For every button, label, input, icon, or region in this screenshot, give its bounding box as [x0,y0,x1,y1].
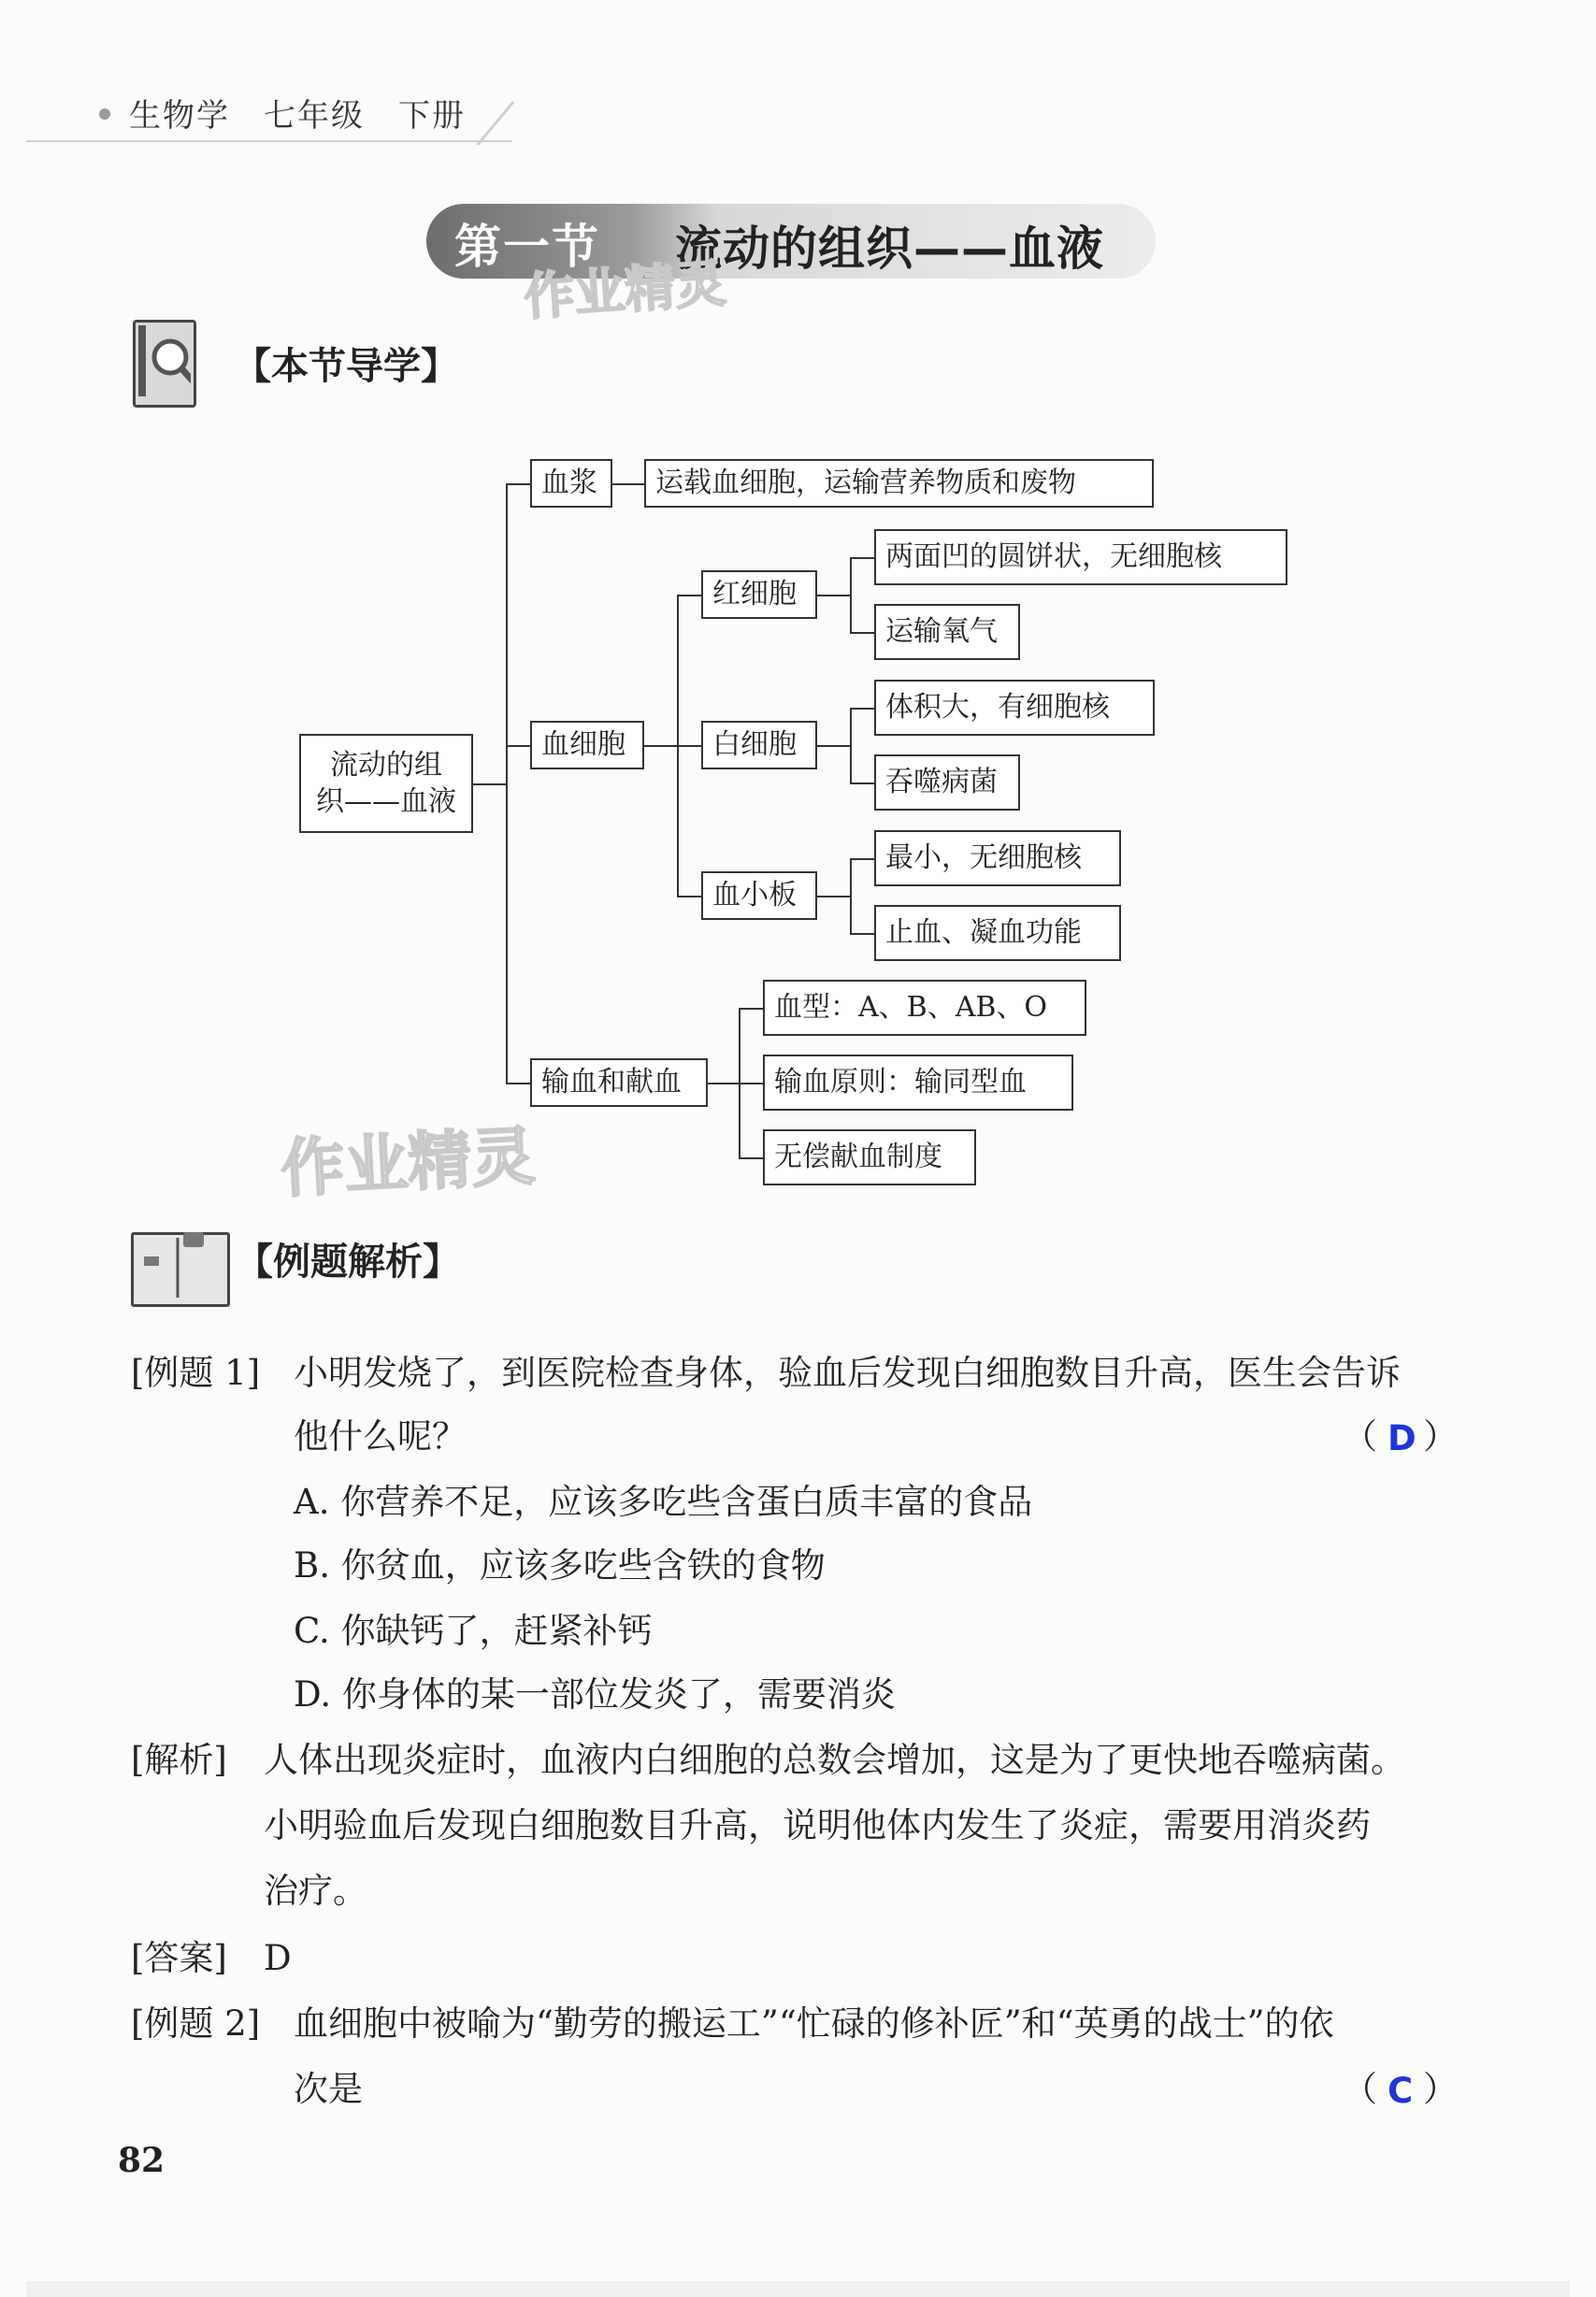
connector [739,1008,763,1010]
plasma-desc: 运载血细胞，运输营养物质和废物 [644,459,1154,508]
connector [850,933,874,935]
platelet-shape: 最小，无细胞核 [874,830,1121,886]
example-1-question-cont: 他什么呢？ [294,1416,467,1457]
connector [850,557,874,559]
connector [850,782,874,784]
header-rule [26,140,512,142]
example-1-answer: D [1388,1418,1416,1458]
guide-heading: 【本节导学】 [234,345,458,388]
connector [739,1157,763,1159]
example-1-question: 小明发烧了，到医院检查身体，验血后发现白细胞数目升高，医生会告诉 [294,1353,1401,1393]
connector [506,1083,530,1084]
answer-tag: [答案] [131,1938,227,1978]
connector [817,896,851,897]
transfusion-node: 输血和献血 [530,1058,708,1107]
blood-types: 血型：A、B、AB、O [763,980,1086,1036]
connector [677,896,701,897]
example-2-question-cont: 次是 [294,2069,363,2109]
connector [850,708,852,783]
watermark: 作业精灵 [522,253,728,327]
option-b: B. 你贫血，应该多吃些含铁的食物 [294,1545,826,1586]
page-number: 82 [118,2141,165,2180]
platelet-node: 血小板 [701,871,817,920]
connector [708,1083,740,1084]
connector [817,595,851,596]
donation-system: 无偿献血制度 [763,1129,976,1185]
connector [506,483,508,1084]
watermark: 作业精灵 [279,1119,538,1208]
example-2-tag: [例题 2] [131,2003,261,2044]
connector [850,858,852,934]
connector [817,745,851,747]
answer-paren-open: （ [1343,1416,1377,1457]
examples-heading: 【例题解析】 [236,1241,460,1284]
example-1-tag: [例题 1] [131,1353,261,1393]
open-book-icon [131,1232,230,1307]
running-header: 生物学 七年级 下册 [129,97,466,135]
white-cell-node: 白细胞 [701,721,817,769]
red-cell-function: 运输氧气 [874,604,1020,660]
analysis-line: 治疗。 [264,1871,367,1911]
white-cell-function: 吞噬病菌 [874,754,1020,811]
blood-cells-node: 血细胞 [530,721,644,769]
option-d: D. 你身体的某一部位发炎了，需要消炎 [294,1674,896,1715]
answer-paren-open: （ [1343,2069,1377,2109]
plasma-node: 血浆 [530,459,612,508]
root-node-line1: 流动的组 [330,749,442,782]
white-cell-shape: 体积大，有细胞核 [874,680,1155,736]
connector [644,745,678,747]
connector [850,632,874,634]
connector [850,708,874,710]
answer-paren-close: ） [1423,2069,1458,2109]
analysis-tag: [解析] [131,1740,227,1780]
connector [506,745,530,747]
connector [473,783,507,785]
section-title: 流动的组织——血液 [675,222,1104,276]
header-bullet [99,108,110,120]
analysis-line: 人体出现炎症时，血液内白细胞的总数会增加，这是为了更快地吞噬病菌。 [264,1740,1405,1780]
red-cell-node: 红细胞 [701,570,817,619]
answer-paren-close: ） [1423,1416,1458,1457]
option-c: C. 你缺钙了，赶紧补钙 [294,1611,653,1651]
connector [612,483,644,485]
root-node [299,734,473,833]
page-bottom-edge [26,2281,1570,2297]
section-number: 第一节 [454,220,600,274]
root-node-line2: 织——血液 [316,785,456,818]
connector [677,595,701,596]
option-a: A. 你营养不足，应该多吃些含蛋白质丰富的食品 [294,1482,1033,1522]
example-2-question: 血细胞中被喻为“勤劳的搬运工”“忙碌的修补匠”和“英勇的战士”的依 [294,2003,1334,2044]
connector [850,858,874,860]
analysis-line: 小明验血后发现白细胞数目升高，说明他体内发生了炎症，需要用消炎药 [264,1805,1371,1845]
transfusion-principle: 输血原则：输同型血 [763,1055,1073,1111]
answer-value: D [264,1938,292,1978]
platelet-function: 止血、凝血功能 [874,905,1121,961]
connector [739,1083,763,1084]
red-cell-shape: 两面凹的圆饼状，无细胞核 [874,529,1287,585]
book-magnifier-icon [133,320,196,408]
example-2-answer: C [1388,2071,1414,2111]
connector [677,745,701,747]
connector [850,557,852,633]
connector [506,483,530,485]
header-rule-slant [476,101,514,146]
